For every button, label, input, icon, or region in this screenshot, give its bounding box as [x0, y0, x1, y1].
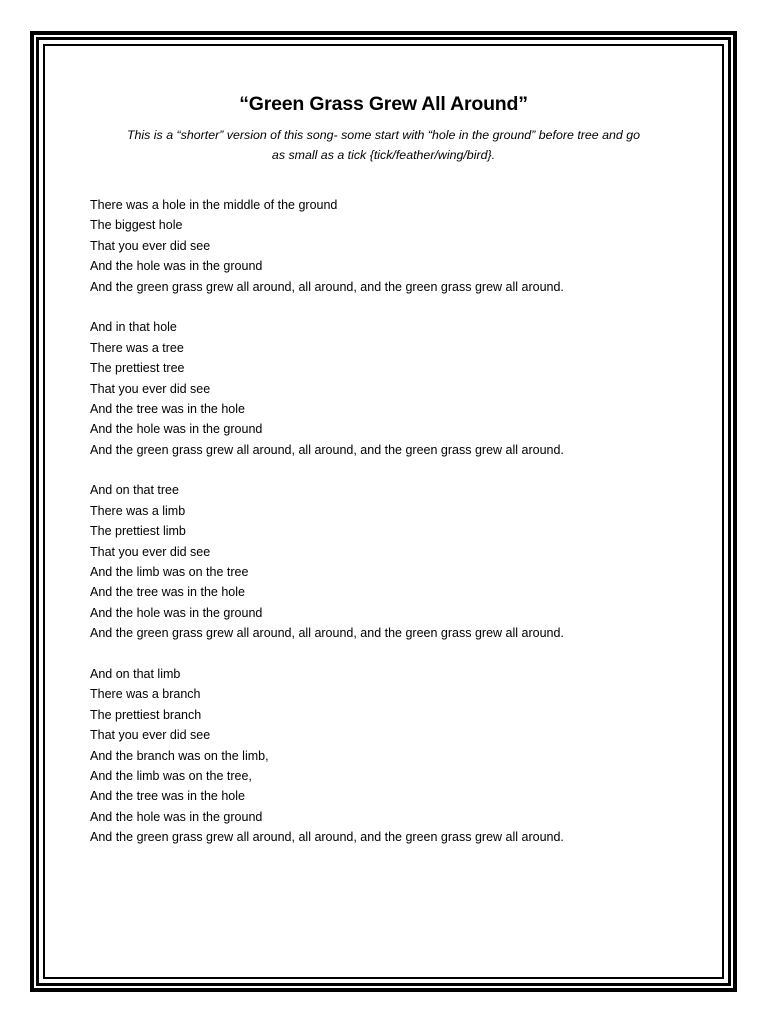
lyric-line: And the hole was in the ground: [90, 809, 263, 824]
song-title: “Green Grass Grew All Around”: [239, 93, 528, 115]
stanza: [90, 195, 710, 297]
lyric-line: And the tree was in the hole: [90, 789, 245, 804]
lyric-line: There was a branch: [90, 687, 201, 702]
lyric-line: And the green grass grew all around, all around, and the green grass grew all around.: [90, 442, 564, 457]
lyric-line: And the hole was in the ground: [90, 605, 263, 620]
lyric-line: And the tree was in the hole: [90, 401, 245, 416]
lyric-line: And the hole was in the ground: [90, 259, 263, 274]
lyric-line: That you ever did see: [90, 238, 211, 253]
page-content: [45, 46, 722, 977]
lyric-line: And the green grass grew all around, all around, and the green grass grew all around.: [90, 279, 564, 294]
lyric-line: And the limb was on the tree,: [90, 768, 252, 783]
lyric-line: And the green grass grew all around, all around, and the green grass grew all around.: [90, 830, 564, 845]
lyric-line: And on that limb: [90, 666, 181, 681]
stanza: [90, 664, 710, 848]
lyric-line: That you ever did see: [90, 544, 211, 559]
lyric-line: And the green grass grew all around, all around, and the green grass grew all around.: [90, 626, 564, 641]
lyric-line: There was a tree: [90, 340, 184, 355]
lyric-line: There was a hole in the middle of the ground: [90, 198, 338, 212]
lyric-line: The prettiest branch: [90, 707, 202, 722]
subtitle-line: This is a “shorter” version of this song- some start with “hole in the ground” before tree and go: [126, 128, 641, 142]
lyric-line: There was a limb: [90, 503, 186, 518]
subtitle-line: as small as a tick {tick/feather/wing/bird}.: [271, 148, 496, 163]
lyric-line: The biggest hole: [90, 218, 183, 233]
stanza: [90, 317, 710, 460]
song-lyrics: [90, 195, 710, 868]
lyric-line: And the hole was in the ground: [90, 422, 263, 437]
lyric-line: And the limb was on the tree: [90, 565, 249, 580]
lyric-line: And on that tree: [90, 483, 179, 498]
lyric-line: And in that hole: [90, 320, 177, 335]
lyric-line: That you ever did see: [90, 381, 211, 396]
lyric-line: That you ever did see: [90, 728, 211, 743]
lyric-line: And the tree was in the hole: [90, 585, 245, 600]
lyric-line: The prettiest limb: [90, 524, 186, 539]
lyric-line: The prettiest tree: [90, 361, 185, 376]
lyric-line: And the branch was on the limb,: [90, 748, 269, 763]
stanza: [90, 480, 710, 643]
song-subtitle: [65, 125, 702, 166]
